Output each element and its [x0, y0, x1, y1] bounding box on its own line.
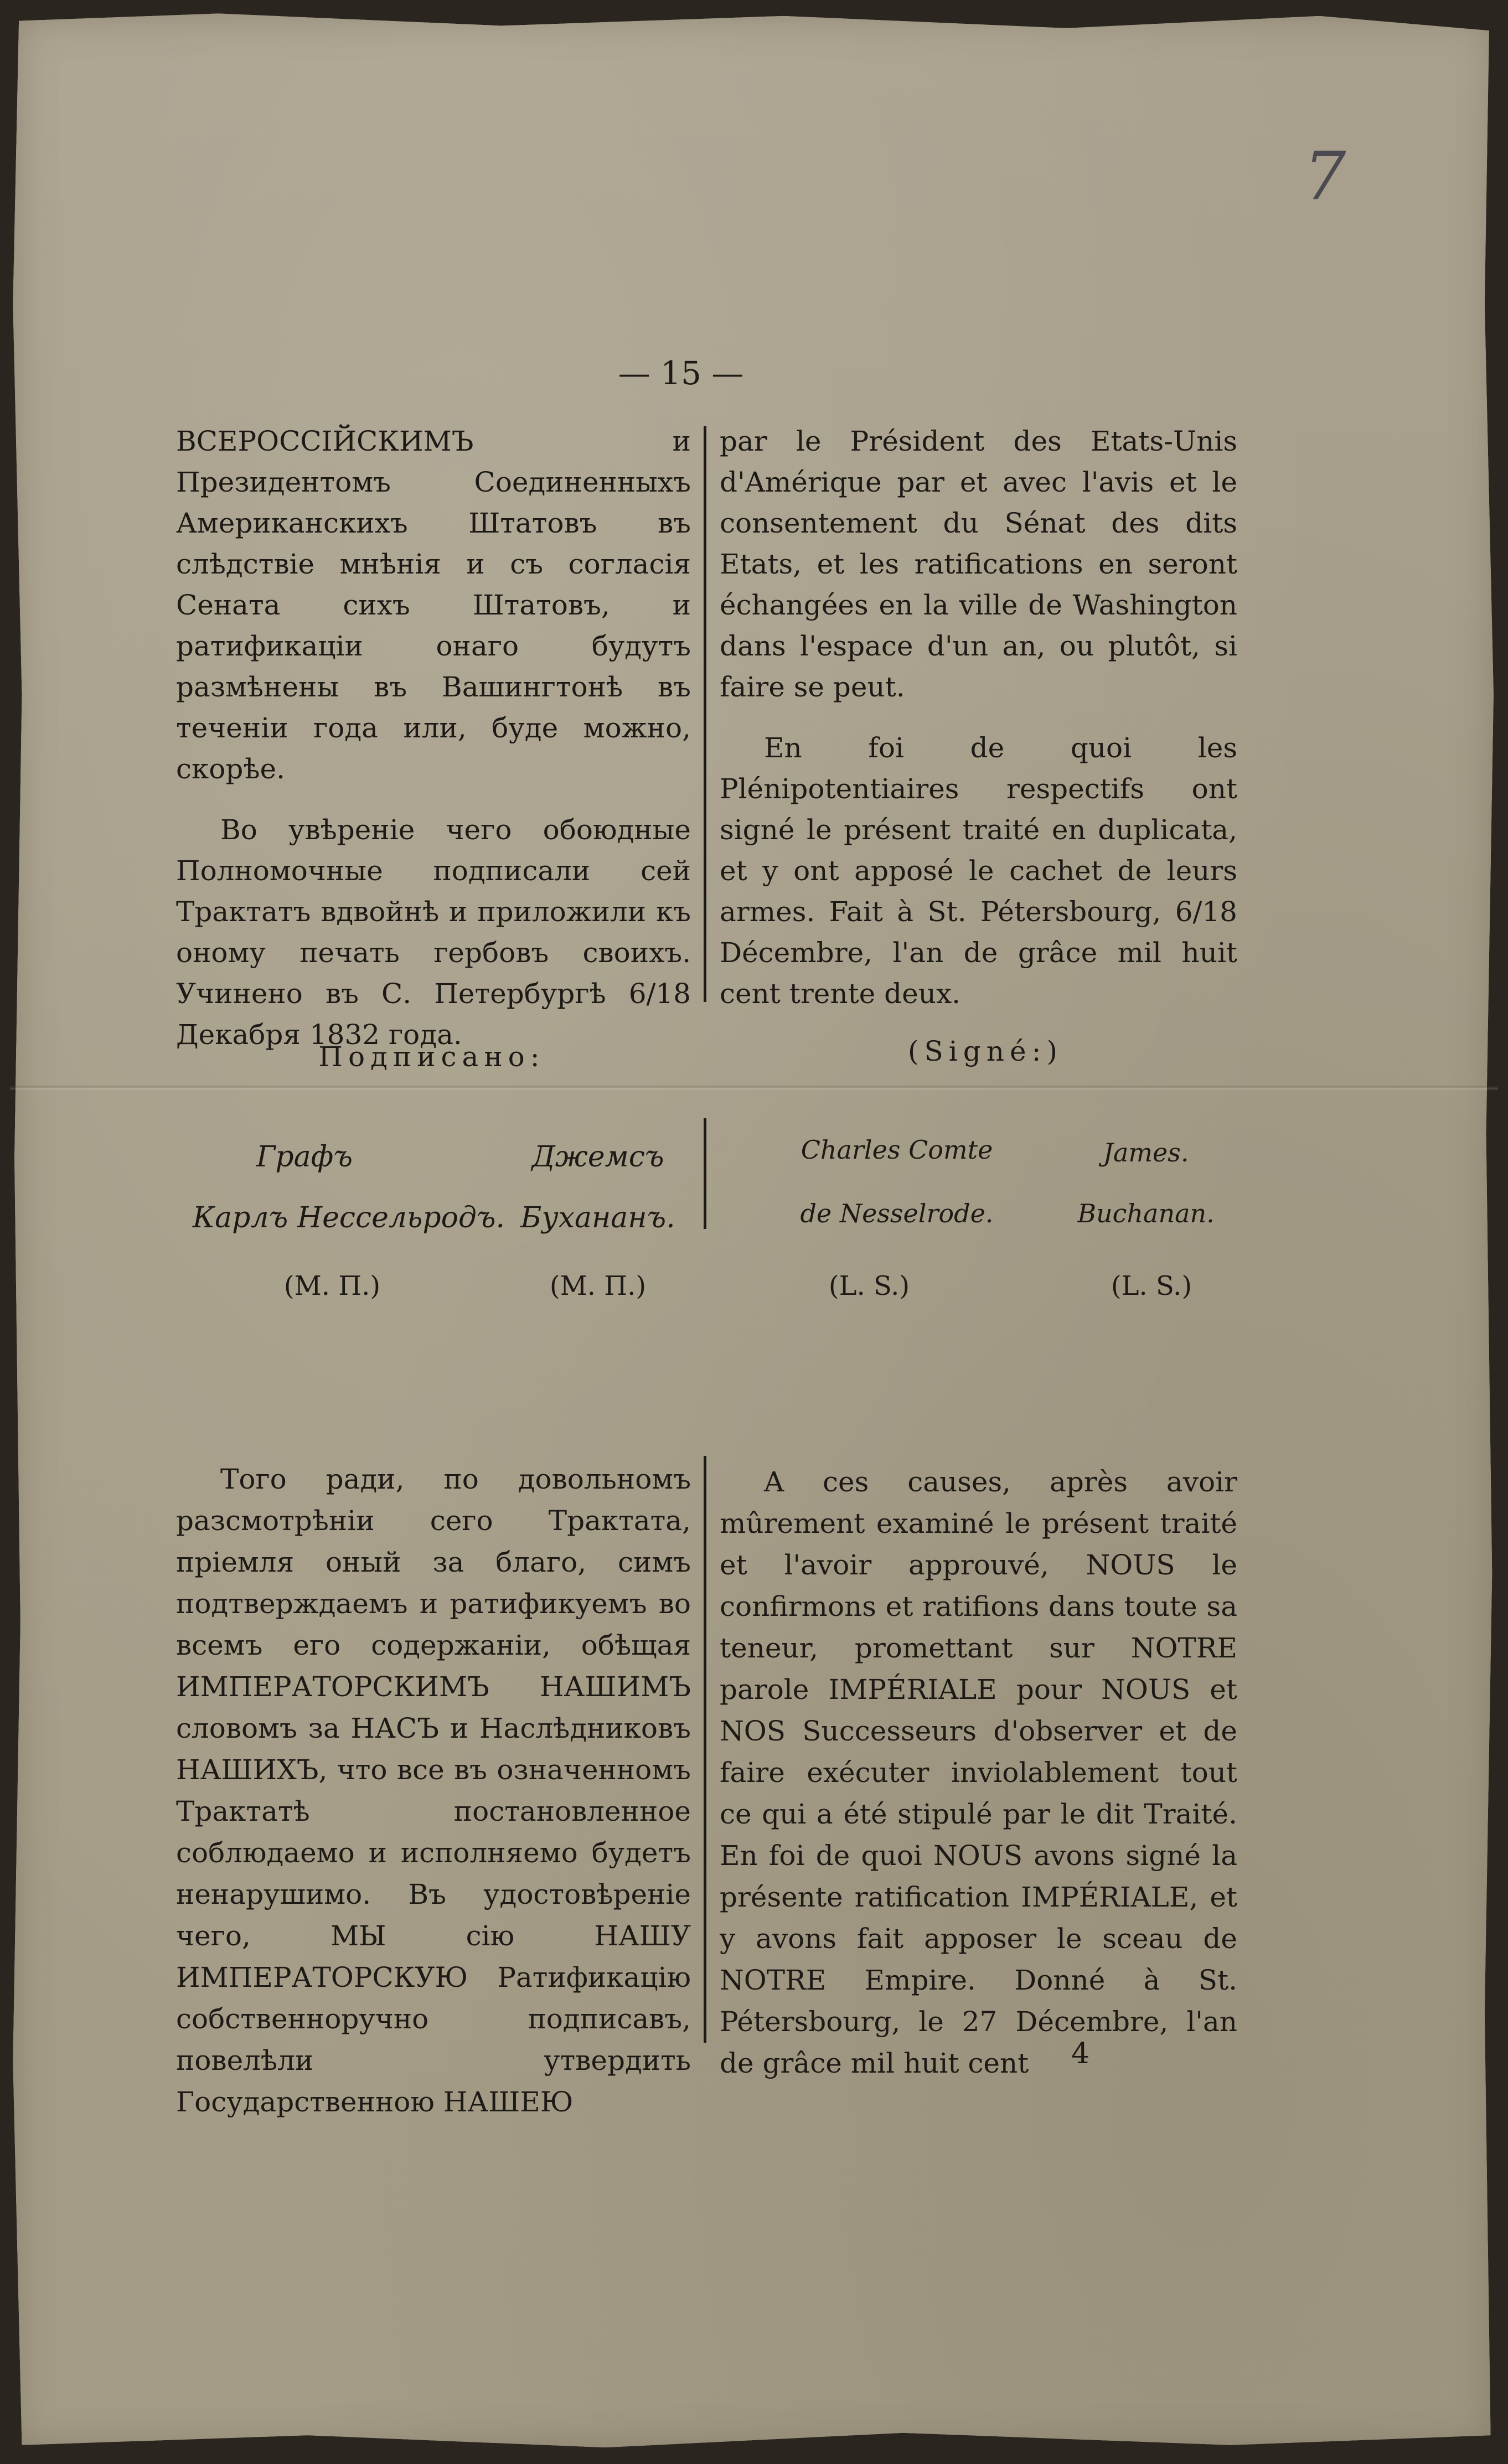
russian-paragraph-1: ВСЕРОССІЙСКИМЪ и Президентомъ Соединенныхъ Американскихъ Штатовъ въ слѣдствіе мнѣнія и съ согласія Сената сихъ Штатовъ, и ратификаціи онаго будутъ размѣнены въ Вашингтонѣ въ теченіи года или, буде можно, скорѣе.: [176, 425, 691, 785]
signature-fr-james: James.: [1103, 1138, 1189, 1168]
pen-annotation: 7: [1304, 138, 1346, 215]
column-divider-middle: [704, 1118, 706, 1229]
french-ratification-paragraph: A ces causes, après avoir mûrement examiné le présent traité et l'avoir approuvé, NOUS le confirmons et ratifions dans toute sa teneur, promettant sur NOTRE parole IMPÉRIALE pour NOUS et NOS Successeurs d'observer et de faire exécuter inviolablement tout ce qui a été stipulé par le dit Traité. En foi de quoi NOUS avons signé la présente ratification IMPÉRIALE, et y avons fait apposer le sceau de NOTRE Empire. Donné à St. Pétersbourg, le 27 Décembre, l'an de grâce mil huit cent: [720, 1466, 1237, 2079]
seal-fr-right: (L. S.): [1111, 1270, 1192, 1301]
page-number: — 15 —: [618, 354, 744, 392]
signature-fr-de-nesselrode: de Nesselrode.: [800, 1199, 994, 1228]
column-divider-top: [704, 426, 706, 1002]
signature-fr-charles-comte: Charles Comte: [801, 1135, 993, 1165]
french-paragraph-2: En foi de quoi les Plénipotentiaires respectifs ont signé le présent traité en duplicata, et y ont apposé le cachet de leurs armes. Fait à St. Pétersbourg, 6/18 Décembre, l'an de grâce mil huit cent trente deux.: [720, 732, 1237, 1010]
seal-fr-left: (L. S.): [828, 1270, 910, 1301]
signature-ru-james: Джемсъ: [531, 1140, 664, 1174]
signature-ru-nesselrode: Карлъ Нессельродъ.: [192, 1201, 505, 1234]
seal-ru-right: (М. П.): [549, 1270, 647, 1301]
signature-ru-buchanan: Бухананъ.: [520, 1201, 675, 1234]
russian-paragraph-2: Во увѣреніе чего обоюдные Полномочные подписали сей Трактатъ вдвойнѣ и приложили къ оному печать гербовъ своихъ. Учинено въ С. Петербургѣ 6/18 Декабря 1832 года.: [176, 814, 691, 1051]
russian-text-top: [176, 421, 691, 1055]
russian-signed-label: Подписано:: [318, 1041, 545, 1073]
signature-fr-buchanan: Buchanan.: [1077, 1199, 1215, 1228]
signature-ru-count-title: Графъ: [256, 1140, 353, 1174]
french-paragraph-1: par le Président des Etats-Unis d'Amérique par et avec l'avis et le consentement du Sénat des dits Etats, et les ratifications en seront échangées en la ville de Washington dans l'espace d'un an, ou plutôt, si faire se peut.: [720, 425, 1237, 703]
russian-ratification-paragraph: Того ради, по довольномъ разсмотрѣніи сего Трактата, пріемля оный за благо, симъ подтверждаемъ и ратификуемъ во всемъ его содержаніи, обѣщая ИМПЕРАТОРСКИМЪ НАШИМЪ словомъ за НАСЪ и Наслѣдниковъ НАШИХЪ, что все въ означенномъ Трактатѣ постановленное соблюдаемо и исполняемо будетъ ненарушимо. Въ удостовѣреніе чего, МЫ сію НАШУ ИМПЕРАТОРСКУЮ Ратификацію собственноручно подписавъ, повелѣли утвердить Государственною НАШЕЮ: [176, 1463, 691, 2118]
seal-ru-left: (М. П.): [283, 1270, 381, 1301]
french-text-top: [720, 421, 1237, 1014]
russian-text-bottom: [176, 1459, 691, 2123]
french-text-bottom: [720, 1461, 1237, 2084]
sheet-signature-number: 4: [1071, 2037, 1090, 2070]
column-divider-bottom: [704, 1456, 706, 2043]
french-signed-label: (Signé:): [908, 1035, 1063, 1067]
paper-fold-crease: [10, 1085, 1498, 1091]
